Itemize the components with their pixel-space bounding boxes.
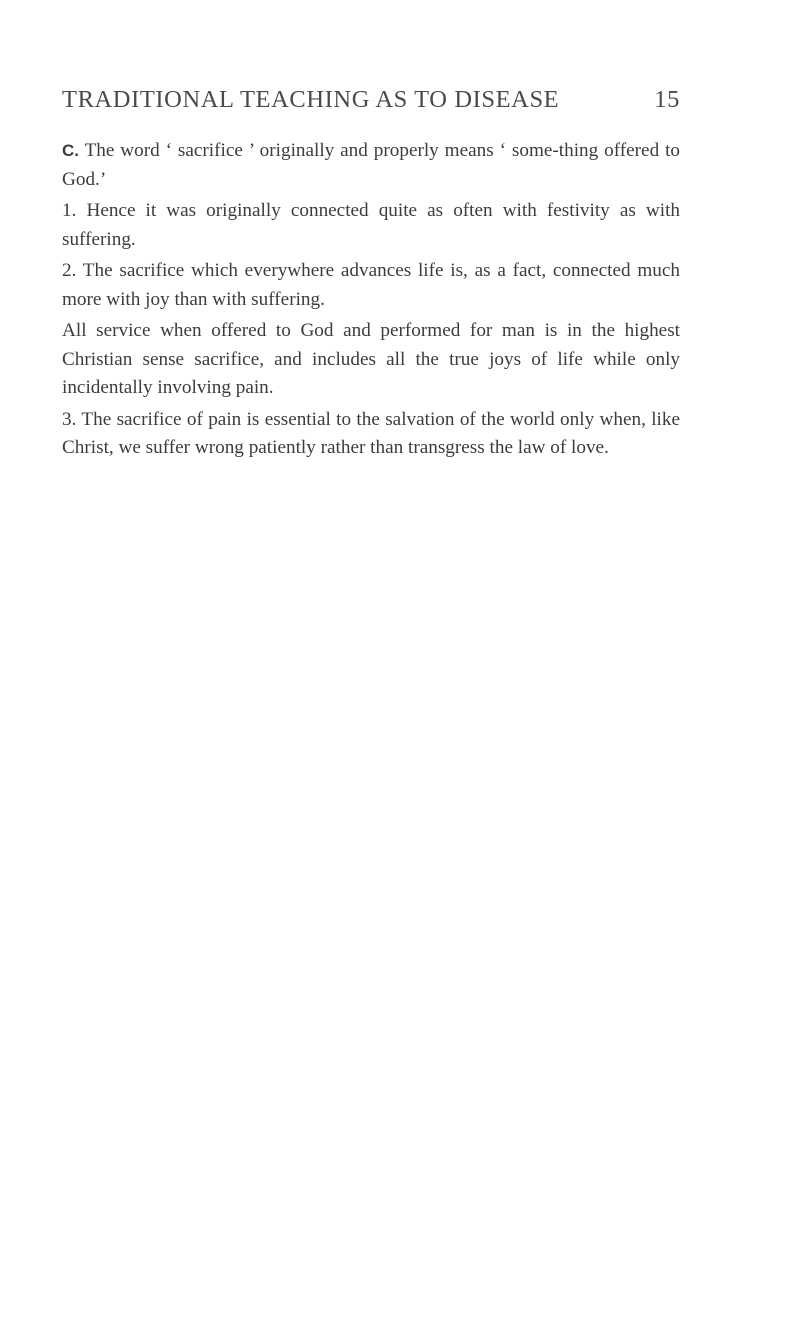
paragraph-2 [62,257,680,314]
paragraph-text: All service when offered to God and performed for man is in the highest Christian sense sacrifice, and includes all the true joys of life while only incidentally involving pain. [62,320,680,398]
paragraph-3 [62,406,680,463]
paragraph-label: 2. [62,260,77,281]
paragraph-text: The word ‘ sacrifice ’ originally and properly means ‘ some-thing offered to God.’ [62,140,680,190]
page-number: 15 [654,86,680,113]
paragraph-1 [62,197,680,254]
paragraph-label: 1. [62,200,77,221]
body-text [62,137,680,463]
paragraph-label: C. [62,141,79,160]
paragraph-c [62,137,680,194]
paragraph-service [62,317,680,403]
paragraph-text: Hence it was originally connected quite as often with festivity as with suffering. [62,200,680,250]
paragraph-label: 3. [62,408,77,430]
paragraph-text: The sacrifice of pain is essential to the salvation of the world only when, like Christ, we suffer wrong patiently rather than transgress the law of love. [62,408,680,458]
paragraph-text: The sacrifice which everywhere advances life is, as a fact, connected much more with joy than with suffering. [62,260,680,310]
running-title: TRADITIONAL TEACHING AS TO DISEASE [62,86,560,113]
running-head [62,86,680,120]
